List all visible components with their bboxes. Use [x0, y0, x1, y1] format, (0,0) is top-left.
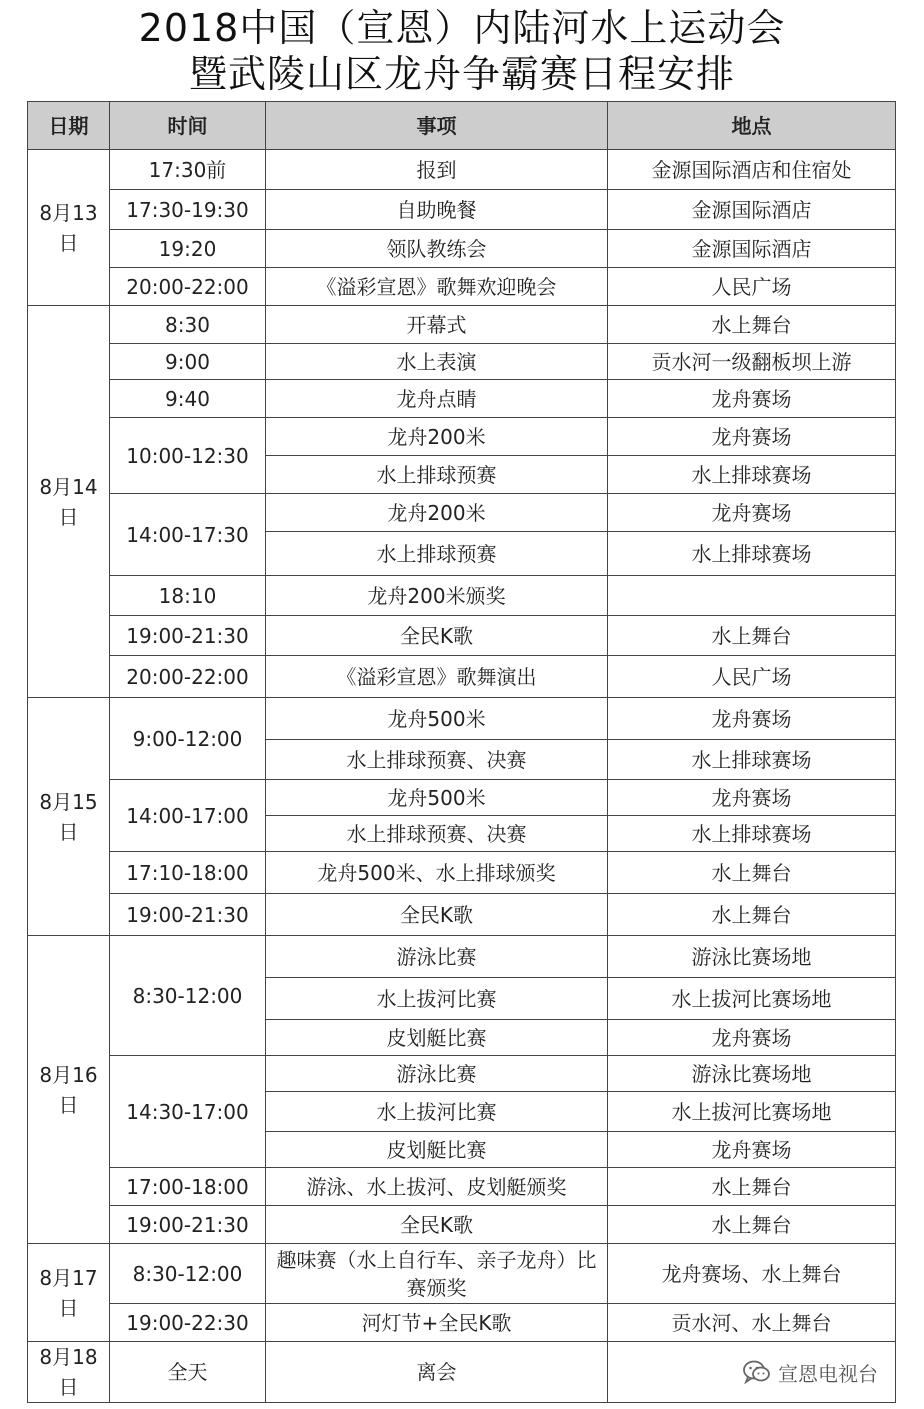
- place-cell: 龙舟赛场: [608, 1132, 896, 1168]
- table-row: [28, 306, 896, 344]
- time-cell: 14:30-17:00: [110, 1056, 266, 1168]
- table-row: [28, 852, 896, 894]
- table-row: [28, 936, 896, 978]
- event-cell: 水上排球预赛、决赛: [266, 740, 608, 780]
- place-cell: 龙舟赛场: [608, 1020, 896, 1056]
- place-cell: 水上排球赛场: [608, 532, 896, 576]
- place-cell: 水上拔河比赛场地: [608, 1092, 896, 1132]
- event-cell: 水上表演: [266, 344, 608, 380]
- event-cell: 龙舟200米颁奖: [266, 576, 608, 616]
- place-cell: 金源国际酒店: [608, 190, 896, 230]
- event-cell: 水上排球预赛、决赛: [266, 816, 608, 852]
- header-date: 日期: [28, 102, 110, 150]
- time-cell: 17:00-18:00: [110, 1168, 266, 1206]
- place-cell: 游泳比赛场地: [608, 1056, 896, 1092]
- place-cell: 水上舞台: [608, 616, 896, 656]
- header-event: 事项: [266, 102, 608, 150]
- place-cell: 水上拔河比赛场地: [608, 978, 896, 1020]
- table-row: [28, 780, 896, 816]
- table-row: [28, 698, 896, 740]
- place-cell: 龙舟赛场、水上舞台: [608, 1244, 896, 1304]
- time-cell: 14:00-17:00: [110, 780, 266, 852]
- table-row: [28, 894, 896, 936]
- time-cell: 8:30-12:00: [110, 936, 266, 1056]
- time-cell: 19:20: [110, 230, 266, 268]
- time-cell: 20:00-22:00: [110, 268, 266, 306]
- place-cell: 水上舞台: [608, 306, 896, 344]
- time-cell: 10:00-12:30: [110, 418, 266, 494]
- time-cell: 19:00-21:30: [110, 1206, 266, 1244]
- event-cell: 游泳比赛: [266, 1056, 608, 1092]
- page-subtitle: 暨武陵山区龙舟争霸赛日程安排: [188, 52, 735, 96]
- table-row: [28, 616, 896, 656]
- event-cell: 龙舟500米: [266, 780, 608, 816]
- header-row: [28, 102, 896, 150]
- event-cell: 龙舟500米: [266, 698, 608, 740]
- table-row: [28, 1056, 896, 1092]
- event-cell: 离会: [266, 1342, 608, 1403]
- event-cell: 领队教练会: [266, 230, 608, 268]
- event-cell: 趣味赛（水上自行车、亲子龙舟）比赛颁奖: [266, 1244, 608, 1304]
- event-cell: 龙舟200米: [266, 418, 608, 456]
- place-cell: [608, 576, 896, 616]
- place-cell: 水上舞台: [608, 1206, 896, 1244]
- event-cell: 全民K歌: [266, 894, 608, 936]
- place-cell: 龙舟赛场: [608, 698, 896, 740]
- place-cell: 人民广场: [608, 268, 896, 306]
- place-cell: 水上舞台: [608, 894, 896, 936]
- table-row: [28, 1168, 896, 1206]
- table-row: [28, 1244, 896, 1304]
- date-cell: 8月15 日: [28, 698, 110, 936]
- time-cell: 全天: [110, 1342, 266, 1403]
- time-cell: 9:40: [110, 380, 266, 418]
- event-cell: 水上排球预赛: [266, 532, 608, 576]
- header-place: 地点: [608, 102, 896, 150]
- table-row: [28, 1304, 896, 1342]
- event-cell: 《溢彩宣恩》歌舞欢迎晚会: [266, 268, 608, 306]
- place-cell: 水上排球赛场: [608, 816, 896, 852]
- place-cell: 贡水河一级翻板坝上游: [608, 344, 896, 380]
- place-cell: 龙舟赛场: [608, 418, 896, 456]
- event-cell: 《溢彩宣恩》歌舞演出: [266, 656, 608, 698]
- event-cell: 水上拔河比赛: [266, 978, 608, 1020]
- place-cell: 人民广场: [608, 656, 896, 698]
- event-cell: 游泳比赛: [266, 936, 608, 978]
- time-cell: 19:00-22:30: [110, 1304, 266, 1342]
- event-cell: 皮划艇比赛: [266, 1020, 608, 1056]
- time-cell: 17:30-19:30: [110, 190, 266, 230]
- table-row: [28, 344, 896, 380]
- time-cell: 9:00: [110, 344, 266, 380]
- table-row: [28, 576, 896, 616]
- time-cell: 17:10-18:00: [110, 852, 266, 894]
- time-cell: 8:30-12:00: [110, 1244, 266, 1304]
- table-row: [28, 230, 896, 268]
- page-title: 2018中国（宣恩）内陆河水上运动会: [138, 6, 786, 50]
- time-cell: 18:10: [110, 576, 266, 616]
- date-cell: 8月14 日: [28, 306, 110, 698]
- date-cell: 8月13 日: [28, 150, 110, 306]
- place-cell: 贡水河、水上舞台: [608, 1304, 896, 1342]
- event-cell: 水上拔河比赛: [266, 1092, 608, 1132]
- event-cell: 全民K歌: [266, 616, 608, 656]
- place-cell: 龙舟赛场: [608, 380, 896, 418]
- place-cell: 金源国际酒店和住宿处: [608, 150, 896, 190]
- table-row: [28, 1206, 896, 1244]
- place-cell: 水上舞台: [608, 852, 896, 894]
- time-cell: 14:00-17:30: [110, 494, 266, 576]
- place-cell: 金源国际酒店: [608, 230, 896, 268]
- watermark-text: 宣恩电视台: [778, 1361, 878, 1386]
- event-cell: 报到: [266, 150, 608, 190]
- event-cell: 龙舟200米: [266, 494, 608, 532]
- event-cell: 龙舟点睛: [266, 380, 608, 418]
- date-cell: 8月16 日: [28, 936, 110, 1244]
- event-cell: 皮划艇比赛: [266, 1132, 608, 1168]
- event-cell: 河灯节+全民K歌: [266, 1304, 608, 1342]
- table-row: [28, 418, 896, 456]
- date-cell: 8月17 日: [28, 1244, 110, 1342]
- time-cell: 19:00-21:30: [110, 616, 266, 656]
- table-row: [28, 380, 896, 418]
- place-cell: 龙舟赛场: [608, 494, 896, 532]
- place-cell: 水上舞台: [608, 1168, 896, 1206]
- event-cell: 水上排球预赛: [266, 456, 608, 494]
- time-cell: 8:30: [110, 306, 266, 344]
- table-row: [28, 494, 896, 532]
- table-row: [28, 190, 896, 230]
- place-cell: 水上排球赛场: [608, 740, 896, 780]
- time-cell: 20:00-22:00: [110, 656, 266, 698]
- place-cell: 游泳比赛场地: [608, 936, 896, 978]
- time-cell: 17:30前: [110, 150, 266, 190]
- time-cell: 19:00-21:30: [110, 894, 266, 936]
- event-cell: 全民K歌: [266, 1206, 608, 1244]
- place-cell: 龙舟赛场: [608, 780, 896, 816]
- time-cell: 9:00-12:00: [110, 698, 266, 780]
- table-row: [28, 656, 896, 698]
- table-row: [28, 268, 896, 306]
- event-cell: 自助晚餐: [266, 190, 608, 230]
- table-row: [28, 150, 896, 190]
- event-cell: 开幕式: [266, 306, 608, 344]
- watermark: [742, 1357, 902, 1387]
- date-cell: 8月18 日: [28, 1342, 110, 1403]
- event-cell: 龙舟500米、水上排球颁奖: [266, 852, 608, 894]
- schedule-table: [27, 101, 896, 1403]
- header-time: 时间: [110, 102, 266, 150]
- event-cell: 游泳、水上拔河、皮划艇颁奖: [266, 1168, 608, 1206]
- wechat-icon: [742, 1359, 772, 1385]
- place-cell: 水上排球赛场: [608, 456, 896, 494]
